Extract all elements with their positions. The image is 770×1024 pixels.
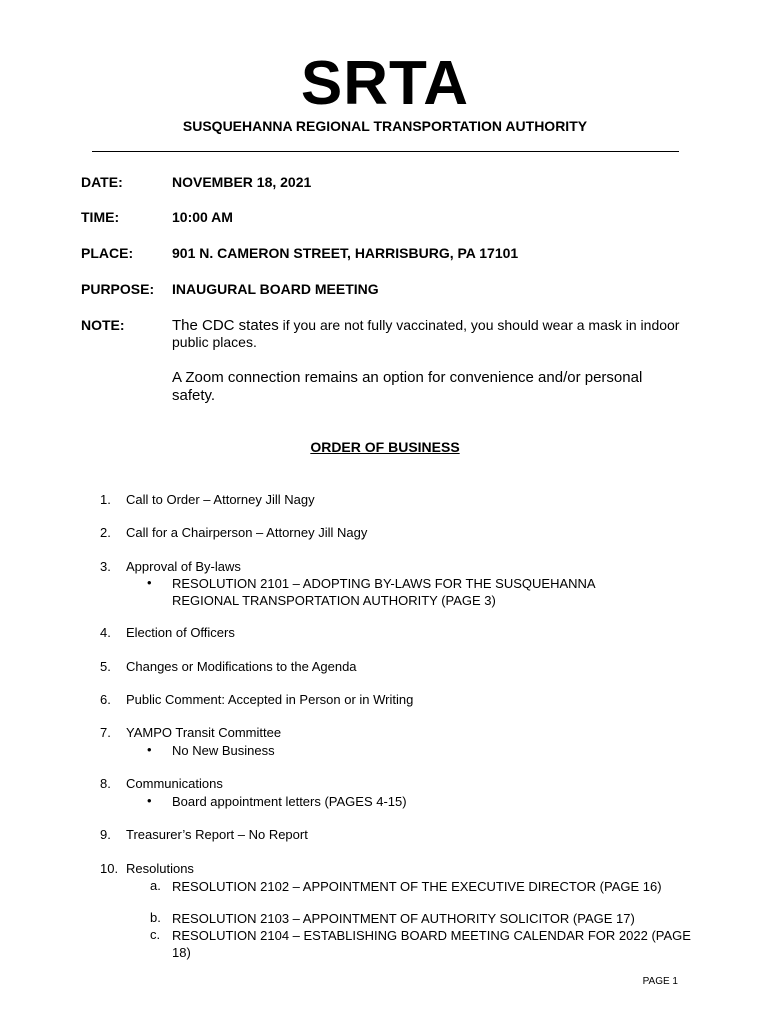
- bullet-icon: •: [147, 793, 152, 808]
- bullet-icon: •: [147, 742, 152, 757]
- resolution-item: RESOLUTION 2103 – APPOINTMENT OF AUTHORITY SOLICITOR (PAGE 17): [172, 911, 635, 926]
- note-rest: if you are not fully vaccinated, you should wear a mask in indoor public places.: [172, 317, 680, 350]
- agenda-item: Call for a Chairperson – Attorney Jill Nagy: [126, 525, 368, 540]
- resolution-letter: a.: [150, 878, 161, 893]
- note-text: [172, 317, 687, 351]
- item-number: 3.: [100, 559, 111, 574]
- agenda-item: Call to Order – Attorney Jill Nagy: [126, 492, 315, 507]
- purpose-label: PURPOSE:: [81, 281, 155, 297]
- agenda-subitem: RESOLUTION 2101 – ADOPTING BY-LAWS FOR THE SUSQUEHANNA REGIONAL TRANSPORTATION AUTHORITY (PAGE 3): [172, 576, 595, 608]
- order-of-business-heading: [0, 439, 770, 455]
- page-number: PAGE 1: [642, 976, 678, 987]
- header-divider: [92, 151, 679, 152]
- item-number: 2.: [100, 525, 111, 540]
- note-lead: The CDC states: [172, 317, 279, 334]
- item-number: 5.: [100, 659, 111, 674]
- item-number: 4.: [100, 625, 111, 640]
- note-label: NOTE:: [81, 317, 125, 333]
- date-value: NOVEMBER 18, 2021: [172, 174, 312, 190]
- agenda-subitem: Board appointment letters (PAGES 4-15): [172, 794, 407, 809]
- time-label: TIME:: [81, 209, 120, 225]
- item-number: 10.: [100, 861, 119, 876]
- resolution-item: RESOLUTION 2104 – ESTABLISHING BOARD MEETING CALENDAR FOR 2022 (PAGE 18): [172, 928, 691, 960]
- agenda-item: Resolutions: [126, 861, 194, 876]
- time-value: 10:00 AM: [172, 209, 233, 225]
- organization-name: SUSQUEHANNA REGIONAL TRANSPORTATION AUTHORITY: [182, 118, 588, 134]
- agenda-subitem: No New Business: [172, 743, 275, 758]
- zoom-note: A Zoom connection remains an option for convenience and/or personal safety.: [172, 369, 643, 404]
- resolution-letter: c.: [150, 927, 161, 942]
- purpose-value: INAUGURAL BOARD MEETING: [172, 281, 379, 297]
- agenda-item: Public Comment: Accepted in Person or in Writing: [126, 692, 414, 707]
- bullet-icon: •: [147, 575, 152, 590]
- place-value: 901 N. CAMERON STREET, HARRISBURG, PA 17101: [172, 245, 519, 261]
- brand-title: SRTA: [300, 49, 470, 118]
- item-number: 6.: [100, 692, 111, 707]
- item-number: 7.: [100, 725, 111, 740]
- resolution-letter: b.: [150, 910, 161, 925]
- resolution-item: RESOLUTION 2102 – APPOINTMENT OF THE EXECUTIVE DIRECTOR (PAGE 16): [172, 879, 662, 894]
- date-label: DATE:: [81, 174, 123, 190]
- agenda-item: Changes or Modifications to the Agenda: [126, 659, 357, 674]
- agenda-item: Treasurer’s Report – No Report: [126, 827, 308, 842]
- item-number: 8.: [100, 776, 111, 791]
- item-number: 9.: [100, 827, 111, 842]
- item-number: 1.: [100, 492, 111, 507]
- agenda-item: Approval of By-laws: [126, 559, 241, 574]
- agenda-item: YAMPO Transit Committee: [126, 725, 282, 740]
- order-heading-text: ORDER OF BUSINESS: [310, 439, 460, 455]
- agenda-item: Election of Officers: [126, 625, 235, 640]
- agenda-item: Communications: [126, 776, 223, 791]
- place-label: PLACE:: [81, 245, 134, 261]
